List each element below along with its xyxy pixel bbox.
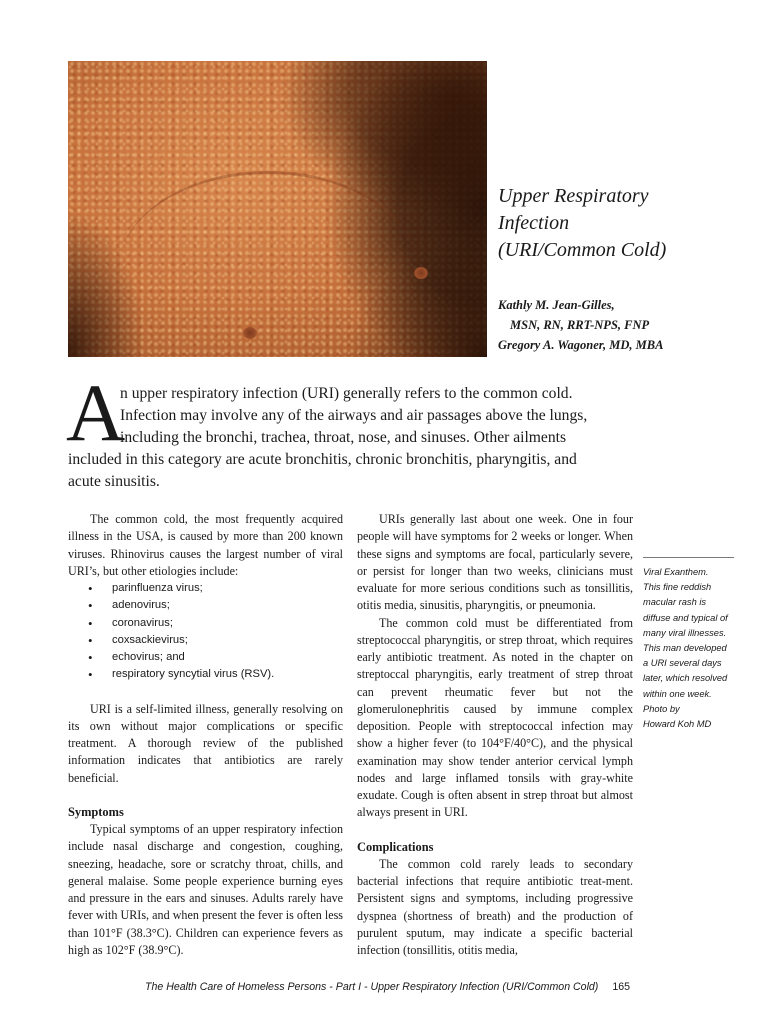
body-paragraph: The common cold, the most frequently acquired illness in the USA, is caused by more than 200 known viruses. Rhinovirus causes the largest number of viral URI’s, but other etiologies include:	[68, 512, 343, 578]
author-line-1: Kathly M. Jean-Gilles,	[498, 298, 615, 312]
caption-line: Viral Exanthem.	[643, 567, 709, 577]
page-number: 165	[612, 981, 631, 993]
title-line-3: (URI/Common Cold)	[498, 239, 667, 261]
rash-photo	[68, 61, 487, 357]
caption-line: Photo by	[643, 703, 680, 714]
photo-caption	[643, 565, 753, 732]
spacer	[68, 787, 343, 804]
virus-list	[68, 580, 343, 684]
body-paragraph: URI is a self-limited illness, generally resolving on its own without major complications or specific treatment. A thorough review of the published information indicates that antibiotics are rarely beneficial.	[68, 701, 343, 785]
author-line-2: MSN, RN, RRT-NPS, FNP	[510, 318, 650, 332]
caption-line: a URI several days	[643, 658, 722, 669]
body-paragraph: The common cold rarely leads to secondary bacterial infections that require antibiotic treat-ment. Persistent signs and symptoms, including progressive dyspnea (shortness of breath) and the production of purulent sputum, may indicate a specific bacterial infection (tonsillitis, otitis media,	[357, 856, 633, 957]
chest-feature-left	[243, 327, 257, 339]
title-line-2: Infection	[498, 212, 570, 234]
spacer	[68, 684, 343, 701]
article-title	[498, 183, 728, 264]
section-heading-complications: Complications	[357, 839, 434, 854]
author-line-3: Gregory A. Wagoner, MD, MBA	[498, 338, 664, 352]
list-item: • coxsackievirus;	[88, 632, 188, 648]
author-block	[498, 295, 748, 355]
intro-line: included in this category are acute bronchitis, chronic bronchitis, pharyngitis, and	[68, 451, 577, 468]
list-item: • adenovirus;	[88, 598, 170, 614]
intro-line: acute sinusitis.	[68, 473, 160, 490]
footer-text: The Health Care of Homeless Persons - Part I - Upper Respiratory Infection (URI/Common Cold)	[145, 981, 599, 993]
page-footer	[145, 980, 645, 994]
intro-line: n upper respiratory infection (URI) generally refers to the common cold.	[120, 385, 573, 402]
caption-line: macular rash is	[643, 597, 707, 608]
caption-line: within one week.	[643, 688, 712, 699]
title-line-1: Upper Respiratory	[498, 185, 649, 207]
caption-line: This man developed	[643, 643, 727, 654]
caption-divider	[643, 557, 734, 558]
list-item: • echovirus; and	[88, 650, 185, 665]
drop-cap: A	[66, 367, 126, 458]
left-column	[68, 511, 343, 959]
middle-column	[357, 511, 633, 959]
body-paragraph: The common cold must be differentiated from streptococcal pharyngitis, or strep throat, which requires early antibiotic treatment. As noted in the chapter on streptoccal pharyngitis, early treatment of strep throat can prevent rheumatic fever but not the glomerulonephritis caused by immune complex deposition. People with streptococcal infection may show a higher fever (to 104°F/40°C), and the physical examination may show tender anterior cervical lymph nodes and large inflamed tonsils with gray-white exudate. Cough is often absent in strep throat but almost always present in URI.	[357, 615, 633, 820]
body-paragraph: URIs generally last about one week. One in four people will have symptoms for 2 weeks or longer. When these signs and symptoms are focal, particularly severe, or persist for longer than two weeks, clinicians must evaluate for more serious conditions such as tonsillitis, otitis media, sinusitis, pharyngitis, or pneumonia.	[357, 512, 633, 613]
list-item: • parinfluenza virus;	[88, 581, 203, 596]
chest-contour	[118, 171, 418, 357]
caption-line: Howard Koh MD	[643, 719, 712, 730]
chest-feature-right	[414, 267, 428, 279]
intro-paragraph	[68, 383, 634, 493]
caption-line: This fine reddish	[643, 582, 712, 593]
section-heading-symptoms: Symptoms	[68, 804, 124, 819]
spacer	[357, 822, 633, 839]
intro-line: Infection may involve any of the airways and air passages above the lungs,	[120, 407, 588, 424]
body-paragraph: Typical symptoms of an upper respiratory infection include nasal discharge and congestion, coughing, sneezing, headache, sore or scratchy throat, chills, and general malaise. Some people experience burning eyes and pressure in the ears and sinuses. Adults rarely have fever with URIs, and when present the fever is often less than 101°F (38.3°C). Children can experience fevers as high as 102°F (38.9°C).	[68, 822, 343, 957]
caption-line: diffuse and typical of	[643, 612, 728, 623]
list-item: • coronavirus;	[88, 615, 173, 631]
intro-line: including the bronchi, trachea, throat, nose, and sinuses. Other ailments	[120, 429, 567, 446]
caption-line: many viral illnesses.	[643, 627, 727, 638]
caption-line: later, which resolved	[643, 673, 728, 684]
list-item: • respiratory syncytial virus (RSV).	[88, 667, 275, 683]
